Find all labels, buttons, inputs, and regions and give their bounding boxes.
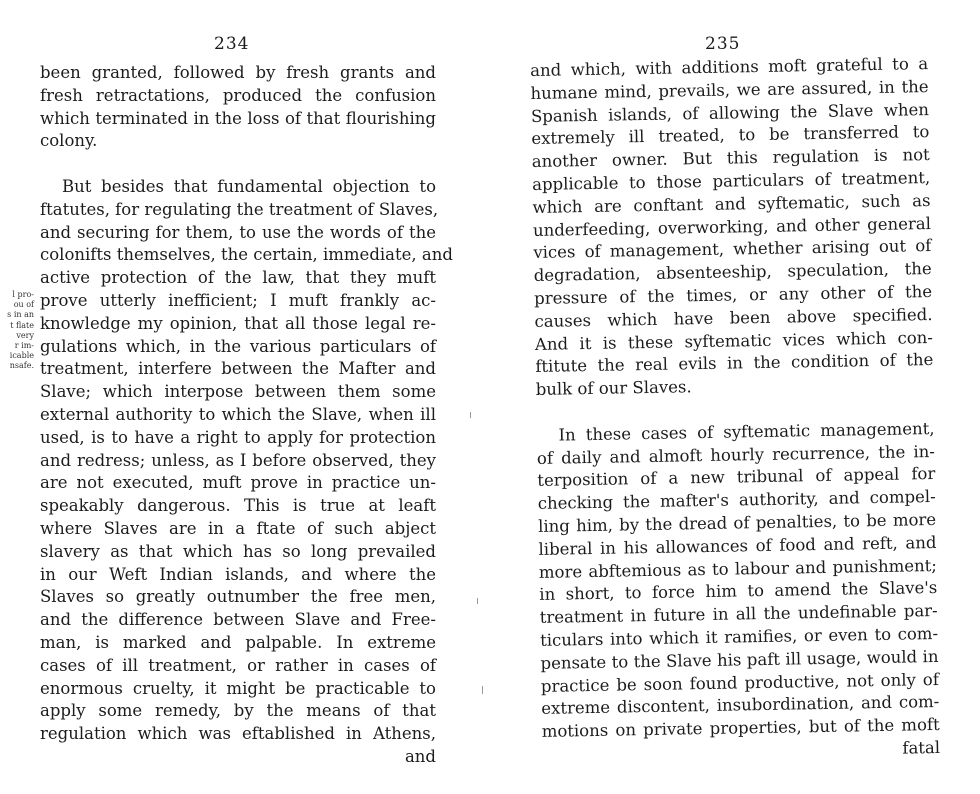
text-line: liberal in his allowances of food and reft, and — [538, 532, 937, 559]
text-line: knowledge my opinion, that all those legal re- — [40, 313, 436, 333]
margin-note-line: ou of — [13, 300, 34, 310]
text-line: ticulars into which it ramifies, or even to com- — [539, 623, 939, 650]
text-line: speakably dangerous. This is true at leaft — [40, 496, 436, 516]
text-line: ftitute the real evils in the condition of the — [535, 350, 934, 377]
margin-note-line: l pro- — [12, 290, 34, 299]
text-line: and — [404, 746, 436, 766]
left-page-text — [40, 62, 453, 769]
text-line: and redress; unless, as I before observed, they — [40, 450, 436, 470]
text-line: motions on private properties, but of the moft — [541, 715, 940, 742]
text-line: fresh retractations, produced the confusion — [40, 85, 436, 105]
text-line: Slave; which interpose between them some — [40, 382, 436, 402]
left-page-number: 234 — [214, 34, 250, 54]
text-line: been granted, followed by fresh grants and — [40, 63, 436, 82]
text-line: active protection of the law, that they muft — [40, 268, 436, 288]
text-line: pressure of the times, or any other of the — [533, 281, 933, 308]
text-line: bulk of our Slaves. — [535, 377, 692, 400]
text-line: colony. — [40, 131, 98, 151]
margin-note-line: icable — [9, 351, 34, 361]
text-line: practice be soon found productive, not only of — [540, 669, 940, 696]
text-line: in short, to force him to amend the Slave's — [539, 578, 938, 605]
text-line: prove utterly inefficient; I muft frankly ac- — [40, 290, 436, 310]
text-line: ling him, by the dread of penalties, to be more — [537, 509, 937, 536]
text-line: treatment, interfere between the Mafter and — [40, 359, 436, 379]
margin-note-line: t flate — [10, 320, 34, 330]
text-line: extremely ill treated, to be transferred to — [531, 122, 930, 149]
text-line: vices of management, whether arising out of — [533, 236, 932, 263]
text-line: extreme discontent, insubordination, and com- — [541, 692, 940, 719]
text-line: gulations which, in the various particulars of — [40, 336, 436, 356]
text-line: and the difference between Slave and Free- — [40, 610, 436, 630]
text-line: which terminated in the loss of that flourishing — [40, 108, 436, 128]
text-line: pensate to the Slave his paft ill usage, would in — [540, 646, 939, 673]
margin-note-line: very — [16, 330, 34, 340]
text-line: which are conftant and syftematic, such as — [532, 190, 931, 217]
gutter-mark — [482, 686, 483, 694]
text-line: treatment in future in all the undefinable par- — [539, 601, 938, 628]
text-line: checking the mafter's authority, and compel- — [537, 487, 936, 514]
text-line: slavery as that which has so long prevailed — [40, 541, 436, 561]
text-line: ftatutes, for regulating the treatment of Slaves, — [40, 199, 439, 219]
text-line: cases of ill treatment, or rather in cases of — [40, 655, 436, 675]
margin-note-line: r im- — [14, 341, 34, 351]
text-line: in our Weft Indian islands, and where the — [40, 564, 436, 584]
text-line: causes which have been above specified. — [534, 304, 933, 331]
text-line: And it is these syftematic vices which con- — [534, 327, 934, 354]
gutter-mark — [470, 412, 471, 418]
text-line: enormous cruelty, it might be practicable to — [40, 678, 436, 698]
text-line: apply some remedy, by the means of that — [40, 701, 436, 721]
right-page-text — [530, 53, 940, 767]
text-line: Slaves so greatly outnumber the free men, — [40, 587, 436, 607]
text-line: humane mind, prevails, we are assured, in the — [530, 76, 929, 103]
margin-note-line: s in an — [7, 310, 34, 320]
text-line: external authority to which the Slave, when ill — [40, 404, 436, 424]
text-line: of daily and almoft hourly recurrence, the in- — [536, 441, 936, 468]
text-line: are not executed, muft prove in practice un- — [40, 473, 436, 493]
margin-note-line: nsafe. — [9, 361, 34, 371]
text-line: In these cases of syftematic management, — [558, 418, 935, 445]
text-line: But besides that fundamental objection to — [62, 176, 436, 196]
paragraph-gap — [40, 153, 436, 176]
text-line: terposition of a new tribunal of appeal for — [537, 464, 936, 491]
text-line: underfeeding, overworking, and other general — [532, 213, 932, 240]
text-line: regulation which was eftablished in Athens, — [40, 724, 436, 744]
gutter-mark — [477, 598, 478, 604]
text-line: fatal — [902, 737, 941, 758]
text-line: and which, with additions moft grateful to a — [530, 54, 929, 80]
text-line: another owner. But this regulation is not — [531, 145, 930, 172]
text-line: where Slaves are in a ftate of such abject — [40, 518, 436, 538]
left-margin-note — [0, 290, 34, 372]
text-line: used, is to have a right to apply for protection — [40, 427, 436, 447]
text-line: man, is marked and palpable. In extreme — [40, 632, 436, 652]
text-line: applicable to those particulars of treatment, — [532, 168, 931, 194]
right-page-number: 235 — [705, 34, 741, 54]
text-line: more abftemious as to labour and punishment; — [538, 555, 938, 582]
text-line: colonifts themselves, the certain, immediate, and — [40, 245, 453, 265]
text-line: and securing for them, to use the words of the — [40, 222, 436, 242]
text-line: degradation, absenteeship, speculation, the — [533, 259, 932, 286]
text-line: Spanish islands, of allowing the Slave when — [530, 99, 930, 126]
